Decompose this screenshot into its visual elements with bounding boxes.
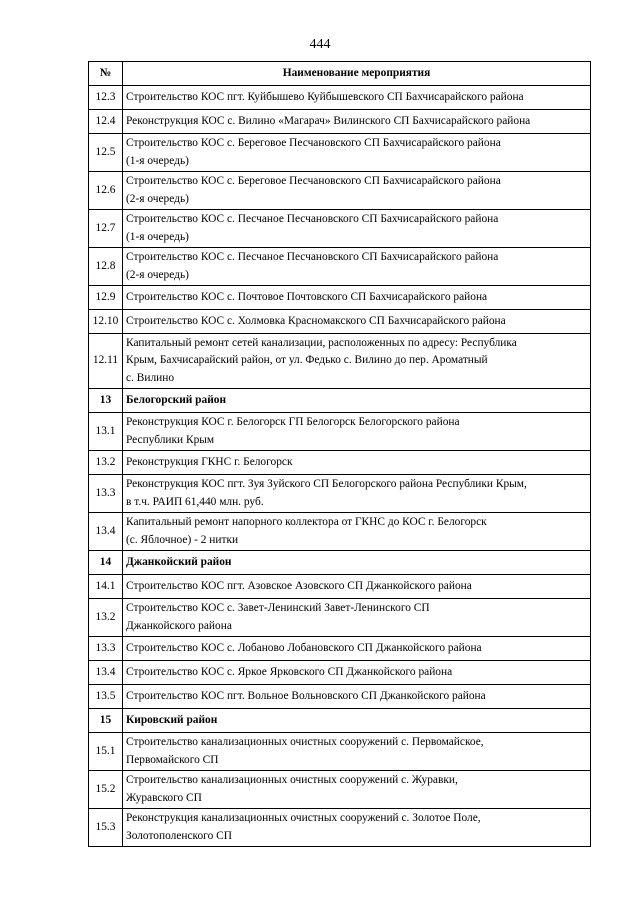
measure-name <box>123 685 591 709</box>
measure-name <box>123 310 591 334</box>
measure-name <box>123 413 591 451</box>
measure-name <box>123 771 591 809</box>
row-number: 13.2 <box>89 599 123 637</box>
measure-name <box>123 599 591 637</box>
text-line: (с. Яблочное) - 2 нитки <box>126 533 239 546</box>
measure-name <box>123 637 591 661</box>
measure-name <box>123 733 591 771</box>
table-row <box>89 685 591 709</box>
row-number: 13.2 <box>89 451 123 475</box>
table-row <box>89 413 591 451</box>
text-line: Строительство КОС с. Почтовое Почтовского СП Бахчисарайского района <box>126 290 488 303</box>
table-row <box>89 86 591 110</box>
text-line: Реконструкция канализационных очистных сооружений с. Золотое Поле, <box>126 812 481 824</box>
table-row <box>89 172 591 210</box>
row-number: 12.6 <box>89 172 123 210</box>
measure-name <box>123 513 591 551</box>
text-line: Крым, Бахчисарайский район, от ул. Федько с. Вилино до пер. Ароматный <box>126 354 488 367</box>
text-line: Строительство КОС с. Лобаново Лобановского СП Джанкойского района <box>126 641 482 654</box>
measure-name <box>123 86 591 110</box>
measure-name <box>123 286 591 310</box>
table-row <box>89 599 591 637</box>
row-number: 12.11 <box>89 334 123 389</box>
row-number: 12.4 <box>89 110 123 134</box>
row-number: 12.10 <box>89 310 123 334</box>
table-row <box>89 771 591 809</box>
measure-name <box>123 809 591 847</box>
text-line: Реконструкция КОС г. Белогорск ГП Белогорск Белогорского района <box>126 416 460 428</box>
text-line: Первомайского СП <box>126 753 219 766</box>
row-number: 12.5 <box>89 134 123 172</box>
section-row <box>89 709 591 733</box>
row-number: 13.1 <box>89 413 123 451</box>
table-row <box>89 334 591 389</box>
text-line: Строительство КОС пгт. Куйбышево Куйбышевского СП Бахчисарайского района <box>126 90 524 103</box>
text-line: Строительство КОС с. Яркое Ярковского СП Джанкойского района <box>126 665 453 678</box>
text-line: Реконструкция ГКНС г. Белогорск <box>126 455 293 468</box>
row-number: 15.1 <box>89 733 123 771</box>
text-line: Строительство канализационных очистных сооружений с. Первомайское, <box>126 736 484 748</box>
measure-name <box>123 134 591 172</box>
table-row <box>89 661 591 685</box>
row-number: 13.4 <box>89 661 123 685</box>
row-number: 15.2 <box>89 771 123 809</box>
text-line: (1-я очередь) <box>126 154 189 167</box>
section-title <box>123 389 591 413</box>
row-number: 13.5 <box>89 685 123 709</box>
table-row <box>89 110 591 134</box>
text-line: (2-я очередь) <box>126 192 189 205</box>
header-number: № <box>89 62 123 86</box>
table-row <box>89 451 591 475</box>
measure-name <box>123 575 591 599</box>
text-line: Строительство КОС с. Завет-Ленинский Завет-Ленинского СП <box>126 602 430 614</box>
text-line: Джанкойского района <box>126 619 232 632</box>
text-line: Белогорский район <box>126 393 227 406</box>
row-number: 12.9 <box>89 286 123 310</box>
row-number: 13.4 <box>89 513 123 551</box>
section-title <box>123 551 591 575</box>
row-number: 14.1 <box>89 575 123 599</box>
text-line: Строительство канализационных очистных сооружений с. Журавки, <box>126 774 458 786</box>
text-line: Джанкойский район <box>126 555 232 568</box>
row-number: 12.7 <box>89 210 123 248</box>
table-row <box>89 475 591 513</box>
table-row <box>89 210 591 248</box>
text-line: Строительство КОС пгт. Вольное Вольновского СП Джанкойского района <box>126 689 486 702</box>
text-line: Реконструкция КОС пгт. Зуя Зуйского СП Белогорского района Республики Крым, <box>126 478 527 490</box>
row-number: 14 <box>89 551 123 575</box>
measure-name <box>123 334 591 389</box>
row-number: 13 <box>89 389 123 413</box>
table-row <box>89 248 591 286</box>
row-number: 13.3 <box>89 475 123 513</box>
row-number: 15 <box>89 709 123 733</box>
row-number: 15.3 <box>89 809 123 847</box>
text-line: Строительство КОС с. Береговое Песчановского СП Бахчисарайского района <box>126 137 501 149</box>
table-row <box>89 134 591 172</box>
text-line: Строительство КОС с. Береговое Песчановского СП Бахчисарайского района <box>126 175 501 187</box>
text-line: Республики Крым <box>126 433 215 446</box>
measures-table <box>88 61 591 847</box>
text-line: Реконструкция КОС с. Вилино «Магарач» Вилинского СП Бахчисарайского района <box>126 114 531 127</box>
row-number: 12.3 <box>89 86 123 110</box>
text-line: Журавского СП <box>126 791 202 804</box>
table-row <box>89 733 591 771</box>
text-line: Капитальный ремонт сетей канализации, расположенных по адресу: Республика <box>126 336 517 349</box>
measure-name <box>123 451 591 475</box>
text-line: Строительство КОС пгт. Азовское Азовского СП Джанкойского района <box>126 579 472 592</box>
table-header-row <box>89 62 591 86</box>
table-row <box>89 310 591 334</box>
text-line: (1-я очередь) <box>126 230 189 243</box>
table-row <box>89 575 591 599</box>
measure-name <box>123 248 591 286</box>
measure-name <box>123 110 591 134</box>
measure-name <box>123 661 591 685</box>
section-row <box>89 551 591 575</box>
text-line: с. Вилино <box>126 371 175 384</box>
text-line: в т.ч. РАИП 61,440 млн. руб. <box>126 495 264 508</box>
page-number: 444 <box>309 37 331 52</box>
text-line: Золотополенского СП <box>126 829 232 842</box>
table-row <box>89 286 591 310</box>
text-line: Капитальный ремонт напорного коллектора от ГКНС до КОС г. Белогорск <box>126 516 487 528</box>
measure-name <box>123 172 591 210</box>
text-line: Строительство КОС с. Песчаное Песчановского СП Бахчисарайского района <box>126 213 499 225</box>
row-number: 12.8 <box>89 248 123 286</box>
table-row <box>89 637 591 661</box>
row-number: 13.3 <box>89 637 123 661</box>
text-line: Кировский район <box>126 713 218 726</box>
table-row <box>89 513 591 551</box>
text-line: Строительство КОС с. Песчаное Песчановского СП Бахчисарайского района <box>126 251 499 263</box>
table-row <box>89 809 591 847</box>
header-measure-name: Наименование мероприятия <box>123 62 591 86</box>
measure-name <box>123 475 591 513</box>
section-row <box>89 389 591 413</box>
text-line: Строительство КОС с. Холмовка Красномакского СП Бахчисарайского района <box>126 314 506 327</box>
text-line: (2-я очередь) <box>126 268 189 281</box>
measure-name <box>123 210 591 248</box>
section-title <box>123 709 591 733</box>
